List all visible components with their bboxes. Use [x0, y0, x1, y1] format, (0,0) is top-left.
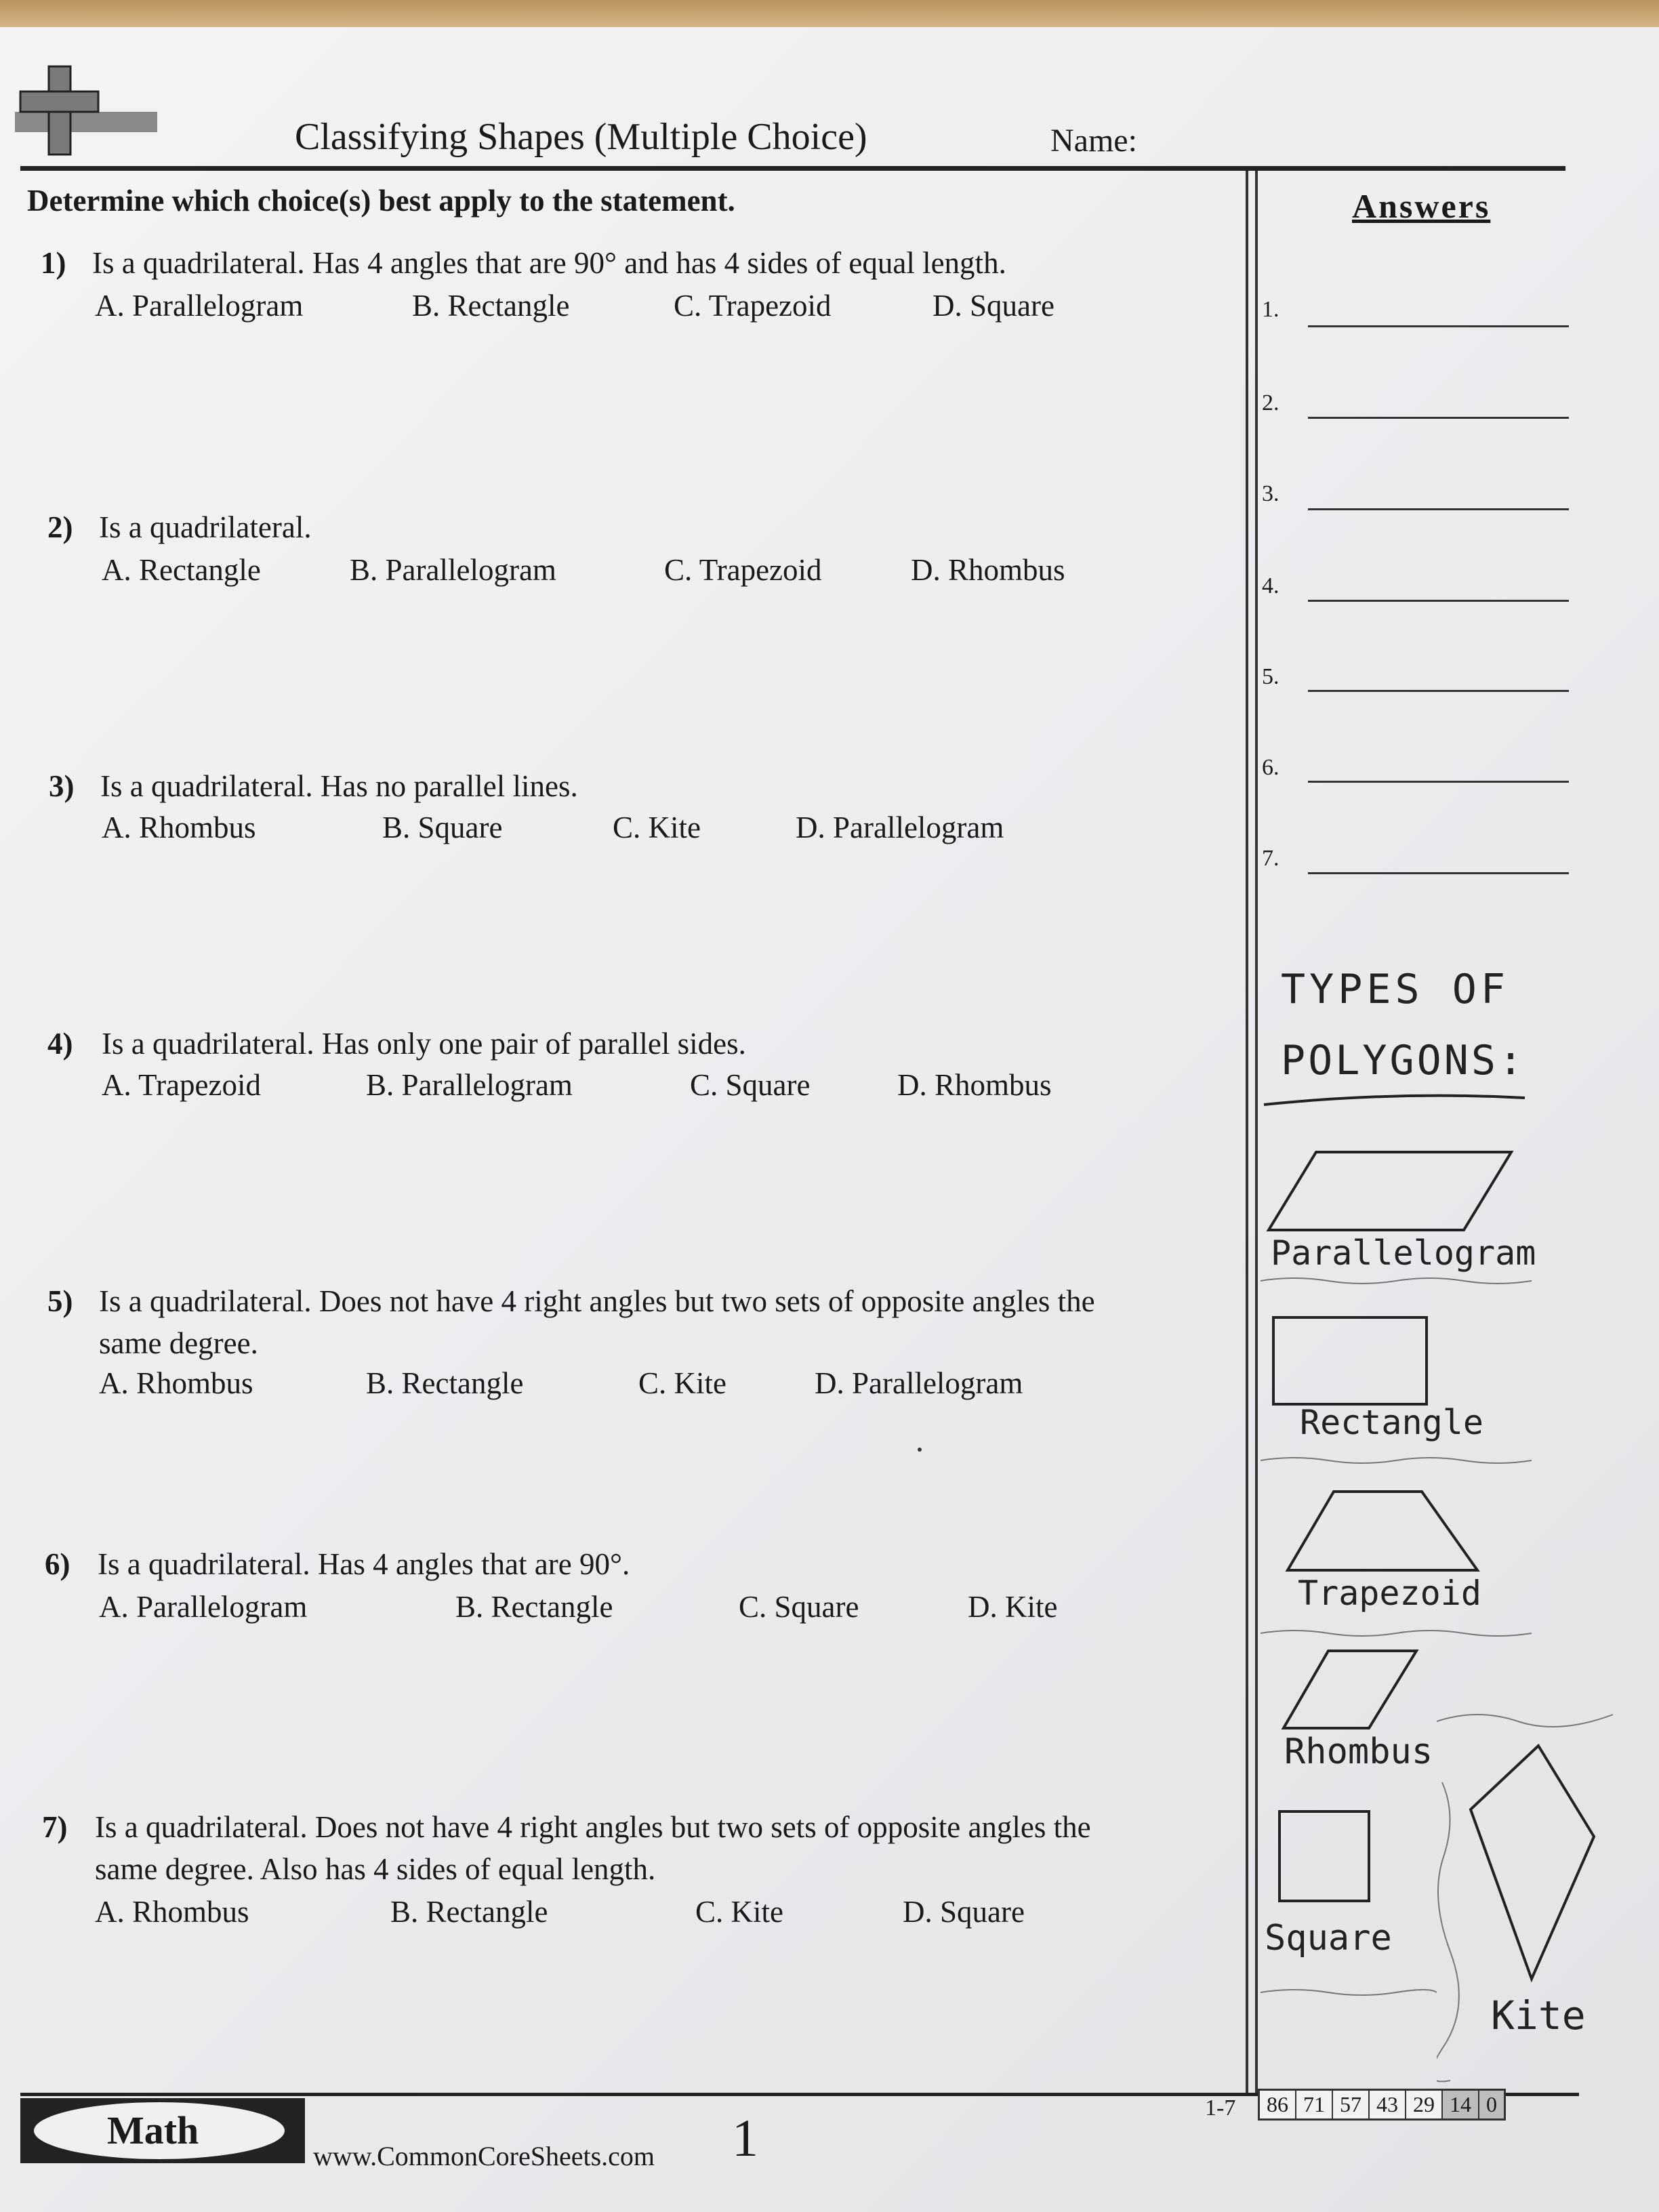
option[interactable]: A. Rectangle — [102, 553, 261, 587]
option[interactable]: A. Rhombus — [95, 1895, 249, 1929]
plus-logo-icon — [15, 54, 157, 169]
wavy-separator — [1261, 1626, 1545, 1640]
answer-line-3[interactable] — [1308, 508, 1569, 510]
kite-label: Kite — [1491, 1992, 1586, 2039]
header-divider — [20, 166, 1565, 171]
option[interactable]: B. Square — [382, 811, 503, 844]
option[interactable]: D. Kite — [968, 1590, 1058, 1624]
square-drawing — [1274, 1806, 1376, 1908]
answer-number: 5. — [1262, 664, 1279, 689]
score-cell: 86 — [1260, 2091, 1296, 2118]
answer-number: 6. — [1262, 755, 1279, 780]
question-number: 5) — [47, 1284, 73, 1318]
option[interactable]: B. Parallelogram — [350, 553, 556, 587]
option[interactable]: A. Trapezoid — [102, 1068, 261, 1102]
instructions: Determine which choice(s) best apply to the statement. — [27, 184, 735, 218]
page-number: 1 — [732, 2108, 758, 2167]
option[interactable]: B. Rectangle — [412, 289, 570, 323]
score-table — [1258, 2089, 1506, 2121]
option[interactable]: B. Rectangle — [390, 1895, 548, 1929]
answer-line-1[interactable] — [1308, 325, 1569, 327]
answer-number: 7. — [1262, 846, 1279, 871]
option[interactable]: C. Kite — [613, 811, 701, 844]
question-number: 4) — [47, 1027, 73, 1061]
option[interactable]: C. Trapezoid — [664, 553, 822, 587]
question-text: Is a quadrilateral. Does not have 4 right angles but two sets of opposite angles the — [95, 1810, 1091, 1844]
option[interactable]: B. Rectangle — [455, 1590, 613, 1624]
rhombus-drawing — [1281, 1647, 1430, 1735]
score-range-label: 1-7 — [1205, 2095, 1236, 2121]
answer-line-4[interactable] — [1308, 600, 1569, 602]
score-cell: 29 — [1406, 2091, 1443, 2118]
trapezoid-drawing — [1281, 1488, 1484, 1576]
answer-number: 4. — [1262, 573, 1279, 598]
question-text: Is a quadrilateral. Has 4 angles that are 90°. — [98, 1547, 630, 1581]
option[interactable]: A. Rhombus — [99, 1366, 253, 1400]
option[interactable]: B. Parallelogram — [366, 1068, 573, 1102]
option[interactable]: A. Parallelogram — [99, 1590, 308, 1624]
option[interactable]: B. Rectangle — [366, 1366, 524, 1400]
option[interactable]: D. Square — [903, 1895, 1025, 1929]
option[interactable]: D. Rhombus — [911, 553, 1065, 587]
worksheet-title: Classifying Shapes (Multiple Choice) — [295, 116, 867, 158]
option[interactable]: C. Trapezoid — [674, 289, 832, 323]
answer-line-7[interactable] — [1308, 872, 1569, 874]
question-number: 1) — [41, 246, 66, 280]
subject-label: Math — [107, 2108, 199, 2152]
source-url[interactable]: www.CommonCoreSheets.com — [313, 2141, 655, 2171]
wavy-separator — [1261, 1986, 1437, 1999]
rectangle-label: Rectangle — [1300, 1403, 1483, 1442]
question-text: Is a quadrilateral. Has 4 angles that are 90° and has 4 sides of equal length. — [92, 246, 1006, 280]
score-cell: 0 — [1479, 2091, 1504, 2118]
answer-line-6[interactable] — [1308, 781, 1569, 783]
question-number: 2) — [47, 510, 73, 544]
answer-number: 1. — [1262, 297, 1279, 322]
option[interactable]: D. Square — [933, 289, 1054, 323]
option[interactable]: D. Rhombus — [897, 1068, 1052, 1102]
question-text: same degree. Also has 4 sides of equal length. — [95, 1852, 656, 1886]
option[interactable]: A. Parallelogram — [95, 289, 304, 323]
option[interactable]: C. Square — [690, 1068, 811, 1102]
handwritten-heading: POLYGONS: — [1281, 1037, 1526, 1084]
score-cell: 57 — [1333, 2091, 1370, 2118]
option[interactable]: C. Square — [739, 1590, 859, 1624]
rhombus-label: Rhombus — [1284, 1732, 1433, 1772]
score-cell: 71 — [1296, 2091, 1333, 2118]
option[interactable]: C. Kite — [695, 1895, 783, 1929]
answer-number: 3. — [1262, 481, 1279, 506]
parallelogram-drawing — [1261, 1139, 1532, 1240]
wavy-separator — [1261, 1454, 1545, 1467]
name-label: Name: — [1050, 123, 1137, 159]
score-cell: 43 — [1370, 2091, 1406, 2118]
answer-column-border — [1255, 171, 1258, 2095]
question-text: Is a quadrilateral. Has no parallel lines. — [100, 769, 578, 803]
option[interactable]: C. Kite — [638, 1366, 726, 1400]
option[interactable]: A. Rhombus — [102, 811, 256, 844]
option[interactable]: D. Parallelogram — [796, 811, 1004, 844]
parallelogram-label: Parallelogram — [1271, 1233, 1536, 1273]
rectangle-drawing — [1271, 1315, 1433, 1410]
answer-line-2[interactable] — [1308, 417, 1569, 419]
trapezoid-label: Trapezoid — [1298, 1574, 1481, 1613]
question-number: 6) — [45, 1547, 70, 1581]
square-label: Square — [1265, 1918, 1392, 1959]
score-cell: 14 — [1443, 2091, 1479, 2118]
question-text: Is a quadrilateral. — [99, 510, 312, 544]
kite-drawing — [1464, 1742, 1599, 1986]
handwritten-heading: TYPES OF — [1281, 966, 1509, 1013]
answer-line-5[interactable] — [1308, 690, 1569, 692]
stray-dot — [918, 1448, 922, 1452]
answer-column-border — [1246, 171, 1248, 2095]
option[interactable]: D. Parallelogram — [815, 1366, 1023, 1400]
answer-number: 2. — [1262, 390, 1279, 415]
answers-heading: Answers — [1352, 187, 1491, 225]
handwritten-underline — [1261, 1084, 1532, 1111]
question-number: 7) — [42, 1810, 68, 1844]
question-text: Is a quadrilateral. Does not have 4 right angles but two sets of opposite angles the — [99, 1284, 1095, 1318]
question-text: Is a quadrilateral. Has only one pair of parallel sides. — [102, 1027, 746, 1061]
question-number: 3) — [49, 769, 75, 803]
wavy-separator — [1261, 1274, 1545, 1288]
question-text: same degree. — [99, 1326, 258, 1360]
